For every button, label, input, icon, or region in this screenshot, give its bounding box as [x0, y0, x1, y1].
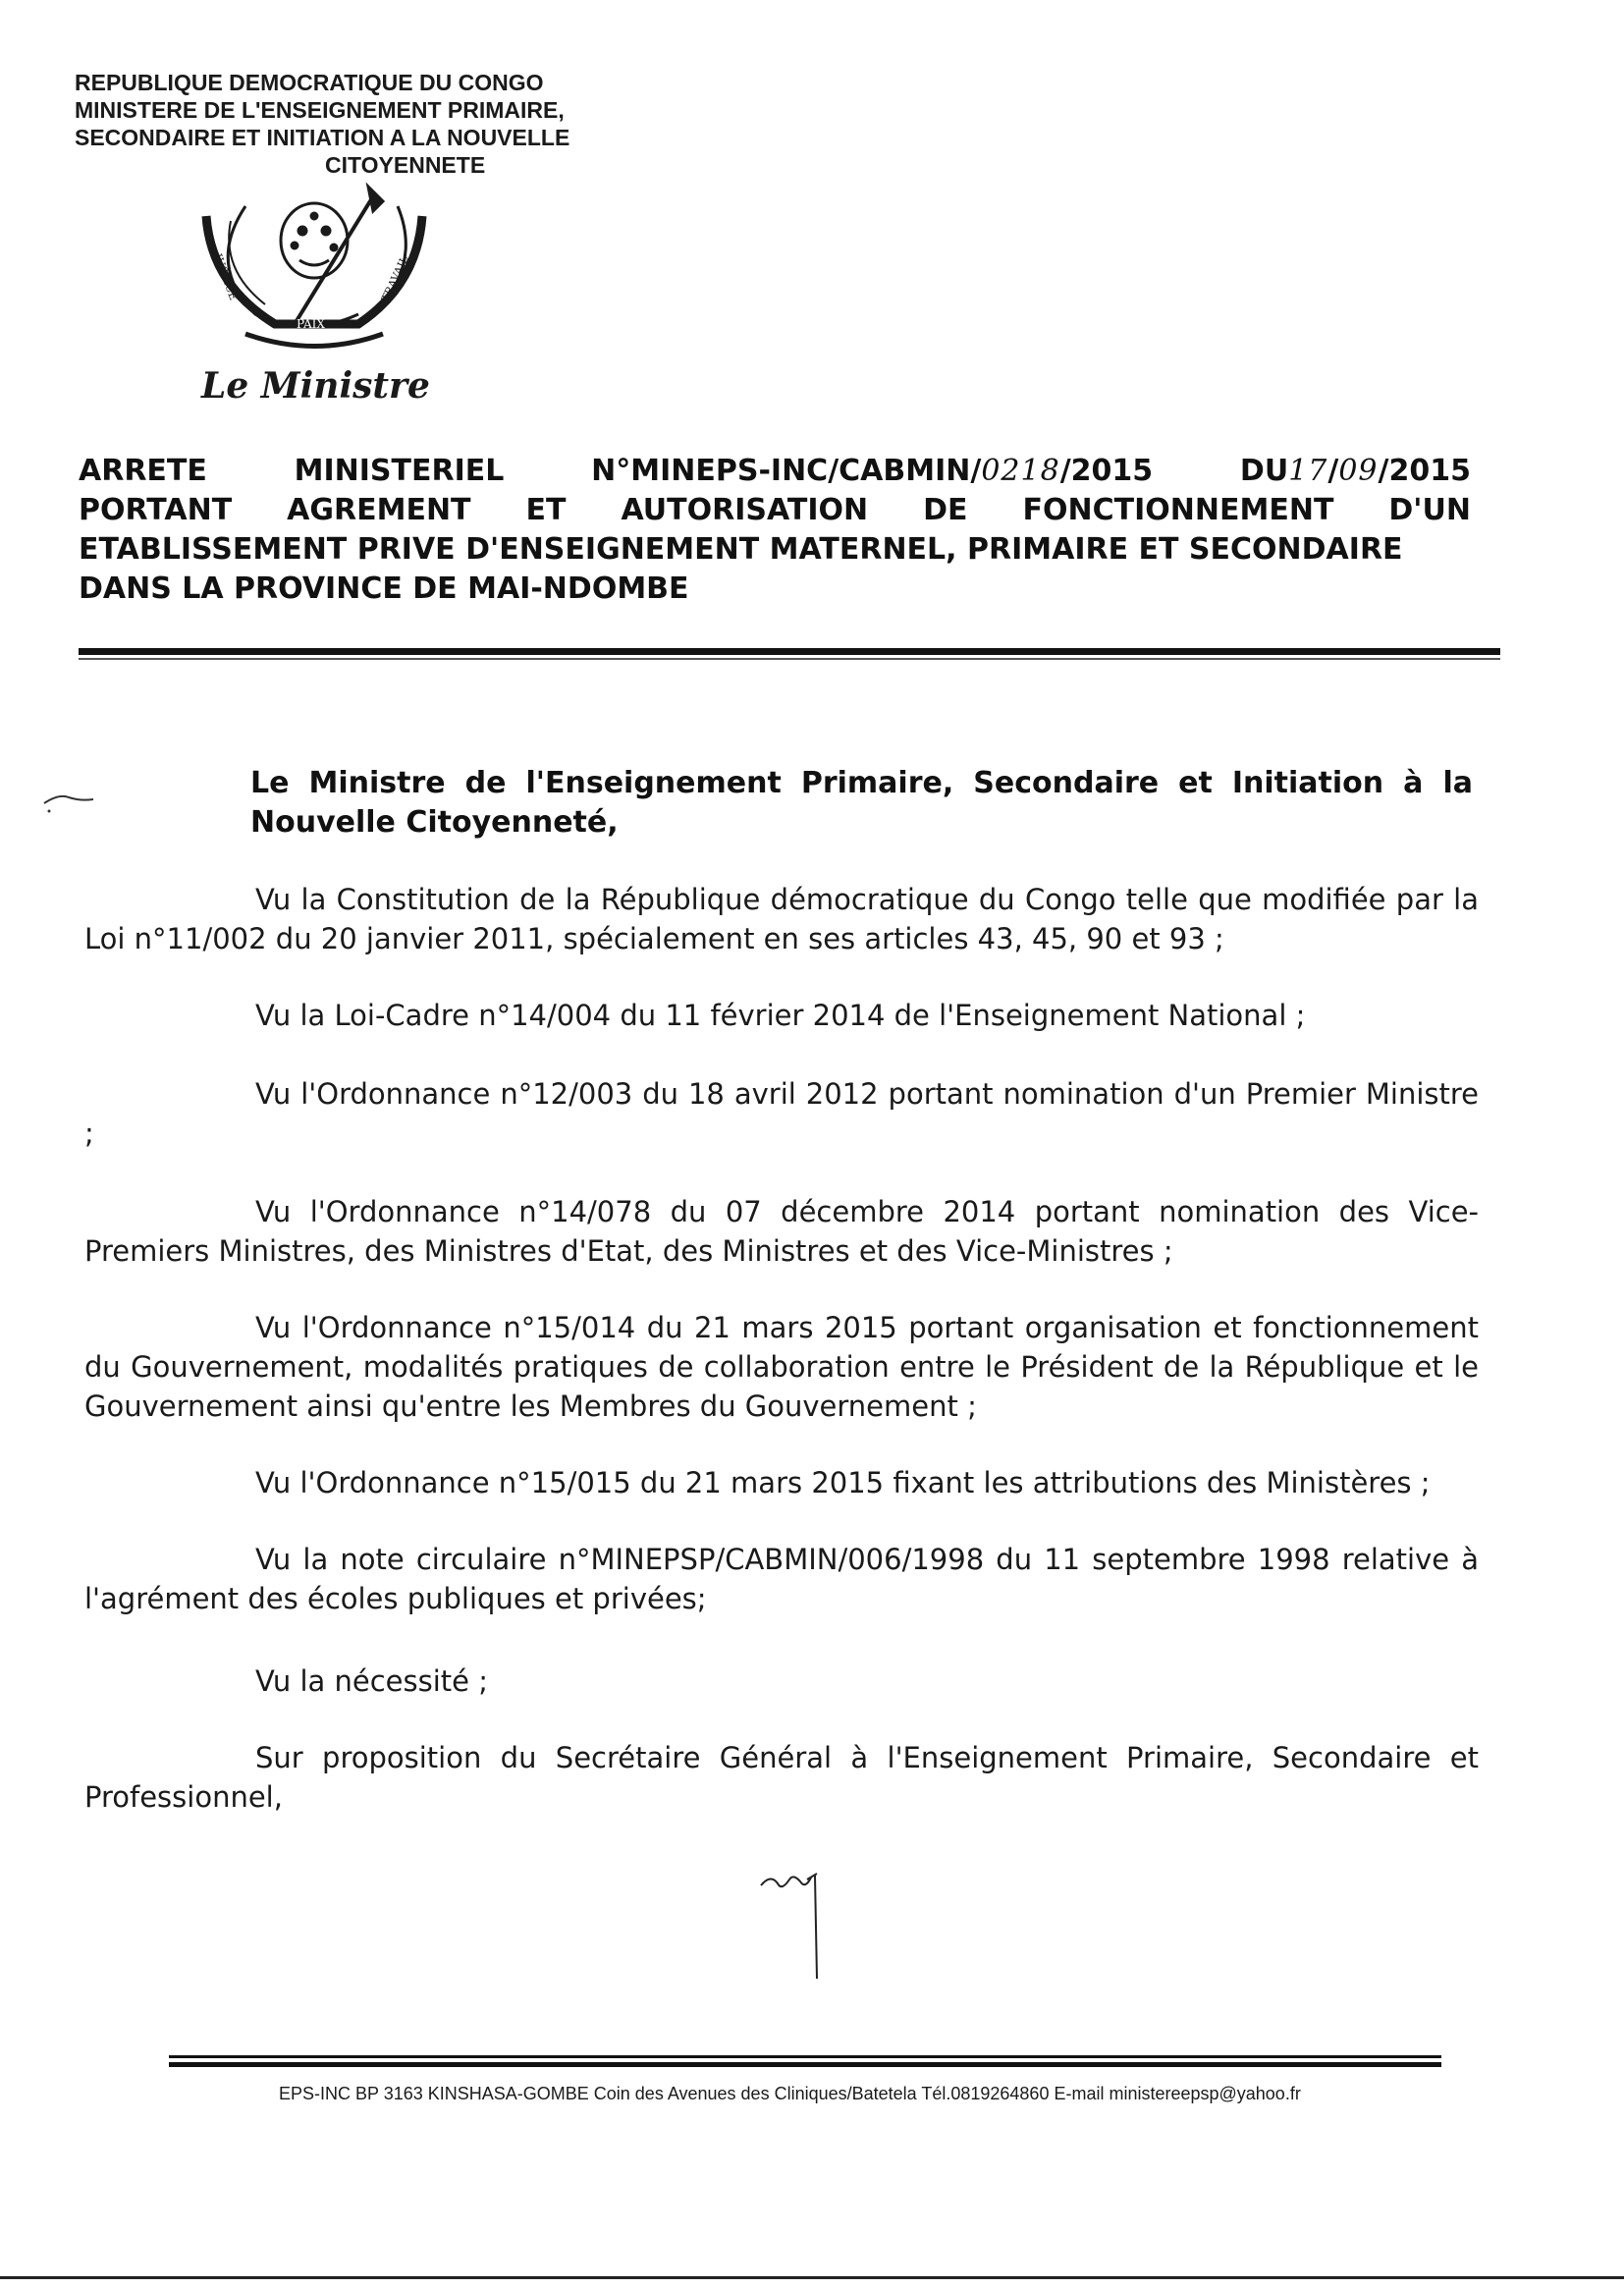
title-line2-word: AUTORISATION	[621, 493, 869, 527]
recital-ordonnance-14-078: Vu l'Ordonnance n°14/078 du 07 décembre 2014 portant nomination des Vice-Premiers Ministres, des Ministres d'Etat, des Ministres et des Vice-Ministres ;	[84, 1195, 1479, 1268]
recital-proposition: Sur proposition du Secrétaire Général à l'Enseignement Primaire, Secondaire et Professionnel,	[84, 1741, 1479, 1814]
recital-ordonnance-15-014: Vu l'Ordonnance n°15/014 du 21 mars 2015 portant organisation et fonctionnement du Gouvernement, modalités pratiques de collaboration entre le Président de la République et le Gouvernement ainsi qu'entre les Membres du Gouvernement ;	[84, 1311, 1479, 1423]
recital-ordonnance-15-015: Vu l'Ordonnance n°15/015 du 21 mars 2015 fixant les attributions des Ministères ;	[255, 1466, 1431, 1499]
decree-date: DU17/09/2015	[1239, 454, 1471, 488]
date-day-handwritten: 17	[1288, 454, 1328, 488]
footer-rule-thick	[169, 2062, 1441, 2067]
letterhead-ministry-line1: MINISTERE DE L'ENSEIGNEMENT PRIMAIRE,	[75, 97, 565, 123]
decree-reference	[591, 452, 1153, 491]
decree-title-line2	[79, 491, 1471, 530]
letterhead	[75, 69, 624, 179]
margin-scribble	[39, 786, 98, 815]
decree-title-line1	[79, 452, 1471, 491]
recital-note-circulaire: Vu la note circulaire n°MINEPSP/CABMIN/006/1998 du 11 septembre 1998 relative à l'agrément des écoles publiques et privées;	[84, 1543, 1479, 1615]
emblem-label-right: TRAVAIL	[378, 253, 411, 304]
reference-number-handwritten: 0218	[981, 454, 1060, 488]
coat-of-arms-emblem	[187, 177, 442, 354]
title-line2-word: AGREMENT	[287, 493, 471, 527]
decree-title-line4	[79, 570, 1471, 609]
recital-loi-cadre: Vu la Loi-Cadre n°14/004 du 11 février 2014 de l'Enseignement National ;	[255, 999, 1306, 1032]
emblem-label-left: JUSTICE	[211, 251, 241, 302]
letterhead-country: REPUBLIQUE DEMOCRATIQUE DU CONGO	[75, 70, 544, 95]
recital-ordonnance-12-003: Vu l'Ordonnance n°12/003 du 18 avril 2012 portant nomination d'un Premier Ministre ;	[84, 1077, 1479, 1150]
title-line2-word: DE	[923, 493, 968, 527]
emblem-label-center: PAIX	[297, 317, 325, 331]
footer-contact: EPS-INC BP 3163 KINSHASA-GOMBE Coin des Avenues des Cliniques/Batetela Tél.0819264860 E-mail ministereepsp@yahoo.fr	[279, 2084, 1301, 2103]
title-line2-word: D'UN	[1388, 493, 1471, 527]
scan-bottom-edge	[0, 2276, 1624, 2279]
recital-necessite: Vu la nécessité ;	[255, 1664, 488, 1698]
recital-constitution: Vu la Constitution de la République démocratique du Congo telle que modifiée par la Loi n°11/002 du 20 janvier 2011, spécialement en ses articles 43, 45, 90 et 93 ;	[84, 883, 1479, 955]
title-line3-text: ETABLISSEMENT PRIVE D'ENSEIGNEMENT MATERNEL, PRIMAIRE ET SECONDAIRE	[79, 532, 1403, 567]
date-prefix: DU	[1239, 454, 1289, 488]
title-line2-word: PORTANT	[79, 493, 233, 527]
footer-rule	[169, 2055, 1441, 2058]
title-line2-word: FONCTIONNEMENT	[1022, 493, 1334, 527]
title-line4-text: DANS LA PROVINCE DE MAI-NDOMBE	[79, 572, 689, 606]
title-line2-word: ET	[525, 493, 567, 527]
title-divider	[79, 648, 1500, 655]
handwritten-initials	[746, 1866, 844, 1993]
decree-title-line3	[79, 530, 1471, 570]
title-word-arrete: ARRETE	[79, 454, 207, 488]
date-year: /2015	[1378, 454, 1471, 488]
title-divider-thin	[79, 658, 1500, 660]
date-month-handwritten: 09	[1338, 454, 1379, 488]
title-word-ministeriel: MINISTERIEL	[294, 454, 505, 488]
preamble: Le Ministre de l'Enseignement Primaire, Secondaire et Initiation à la Nouvelle Citoyenneté,	[250, 766, 1473, 840]
reference-year: /2015	[1059, 454, 1154, 488]
letterhead-ministry-line3: CITOYENNETE	[325, 152, 486, 178]
signatory-title: Le Ministre	[201, 365, 430, 407]
letterhead-ministry-line2: SECONDAIRE ET INITIATION A LA NOUVELLE	[75, 125, 570, 150]
decree-title	[79, 452, 1471, 609]
reference-prefix: N°MINEPS-INC/CABMIN/	[591, 454, 982, 488]
